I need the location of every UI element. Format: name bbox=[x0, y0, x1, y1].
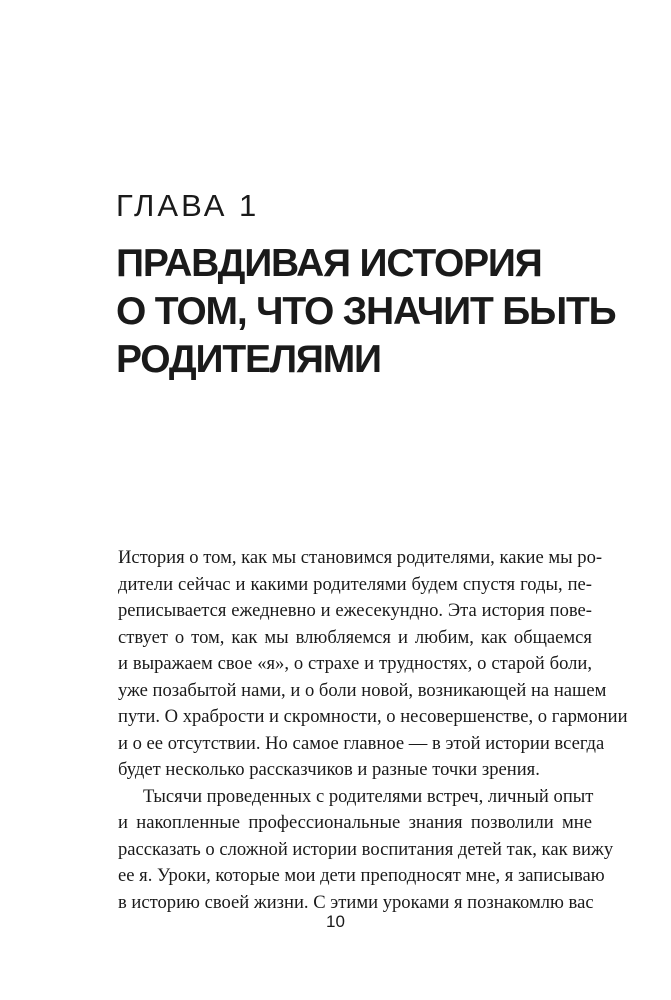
text-line: ствует о том, как мы влюбляемся и любим, как общаемся bbox=[118, 626, 592, 648]
chapter-title-line: ПРАВДИВАЯ ИСТОРИЯ bbox=[116, 242, 542, 285]
page-number: 10 bbox=[326, 912, 345, 931]
text-line: в историю своей жизни. С этими уроками я познакомлю вас bbox=[118, 891, 594, 913]
paragraph-2 bbox=[118, 784, 614, 917]
text-line: дители сейчас и какими родителями будем спустя годы, пе- bbox=[118, 573, 592, 595]
text-line: Тысячи проведенных с родителями встреч, личный опыт bbox=[143, 785, 594, 807]
text-line: будет несколько рассказчиков и разные точки зрения. bbox=[118, 759, 540, 780]
chapter-title-line: О ТОМ, ЧТО ЗНАЧИТ БЫТЬ bbox=[116, 290, 616, 333]
chapter-title-line: РОДИТЕЛЯМИ bbox=[116, 338, 381, 381]
text-line: уже позабытой нами, и о боли новой, возникающей на нашем bbox=[118, 679, 607, 701]
body-text bbox=[118, 545, 628, 916]
text-line: и накопленные профессиональные знания позволили мне bbox=[118, 812, 592, 833]
text-line: рассказать о сложной истории воспитания детей так, как вижу bbox=[118, 838, 614, 860]
chapter-title bbox=[116, 240, 616, 384]
text-line: и выражаем свое «я», о страхе и трудностях, о старой боли, bbox=[118, 653, 592, 674]
text-line: История о том, как мы становимся родителями, какие мы ро- bbox=[118, 547, 603, 568]
paragraph-1 bbox=[118, 545, 628, 784]
text-line: реписывается ежедневно и ежесекундно. Эта история пове- bbox=[118, 600, 592, 621]
text-line: ее я. Уроки, которые мои дети преподносят мне, я записываю bbox=[118, 865, 605, 886]
chapter-label: ГЛАВА 1 bbox=[116, 188, 260, 223]
text-line: пути. О храбрости и скромности, о несовершенстве, о гармонии bbox=[118, 706, 628, 727]
text-line: и о ее отсутствии. Но самое главное — в этой истории всегда bbox=[118, 732, 605, 754]
